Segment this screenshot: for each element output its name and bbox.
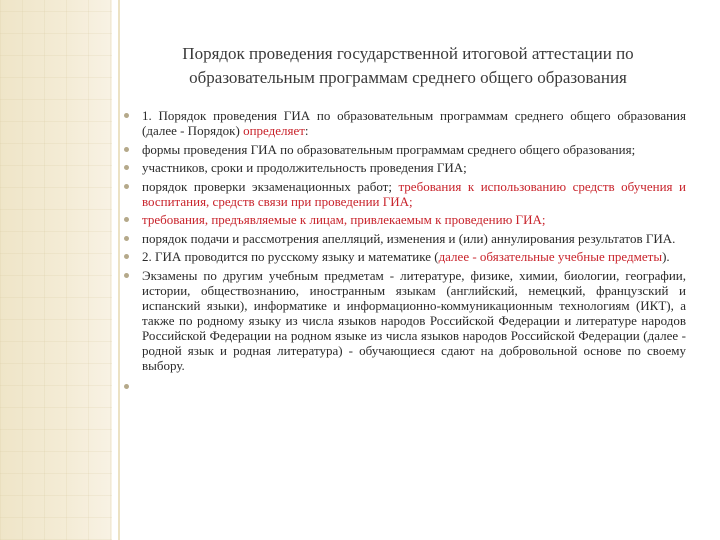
round-bullet-icon (124, 236, 129, 241)
item-highlight: требования, предъявляемые к лицам, привлекаемым к проведению ГИА; (142, 212, 546, 227)
round-bullet-icon (124, 184, 129, 189)
item-text: Экзамены по другим учебным предметам - литературе, физике, химии, биологии, географии, истории, обществознанию, иностранным языкам (английский, немецкий, французский и испанский языки), информатике и информационно-коммуникационным технологиям (ИКТ), а также по родному языку из числа языков народов Российской Федерации и литературе народов Российской Федерации на родном языке из числа языков народов Российской Федерации (далее - родной язык и родная литература) - обучающиеся сдают на добровольной основе по своему выбору. (142, 267, 686, 373)
item-text: 1. Порядок проведения ГИА по образовательным программам среднего общего образования (далее - Порядок) (142, 108, 686, 138)
round-bullet-icon (124, 384, 129, 389)
round-bullet-icon (124, 254, 129, 259)
round-bullet-icon (124, 147, 129, 152)
item-highlight: далее - обязательные учебные предметы (438, 249, 663, 264)
round-bullet-icon (124, 273, 129, 278)
list-item (118, 179, 686, 209)
bullet-list (118, 108, 686, 397)
list-item (118, 231, 686, 246)
item-highlight: требования к использованию средств обучения и воспитания, средств связи при проведении ГИА; (142, 178, 686, 209)
item-text: формы проведения ГИА по образовательным программам среднего общего образования; (142, 141, 636, 157)
list-item (118, 249, 686, 264)
list-item (118, 212, 686, 227)
item-highlight: определяет (243, 123, 305, 138)
item-text (142, 379, 145, 394)
item-text: порядок подачи и рассмотрения апелляций, изменения и (или) аннулирования результатов ГИА. (142, 230, 676, 246)
item-text: порядок проверки экзаменационных работ; (142, 178, 399, 194)
list-item-empty (118, 379, 686, 394)
decorative-side-pattern (0, 0, 112, 540)
round-bullet-icon (124, 217, 129, 222)
list-item (118, 268, 686, 373)
slide-title: Порядок проведения государственной итоговой аттестации по образовательным программам среднего общего образования (182, 44, 634, 87)
list-item (118, 160, 686, 175)
item-text: 2. ГИА проводится по русскому языку и математике ( (142, 249, 439, 264)
list-item (118, 142, 686, 157)
item-tail: ). (662, 249, 670, 264)
item-text: участников, сроки и продолжительность проведения ГИА; (142, 160, 467, 175)
list-item (118, 108, 686, 138)
round-bullet-icon (124, 165, 129, 170)
round-bullet-icon (124, 113, 129, 118)
item-tail: : (304, 123, 309, 138)
